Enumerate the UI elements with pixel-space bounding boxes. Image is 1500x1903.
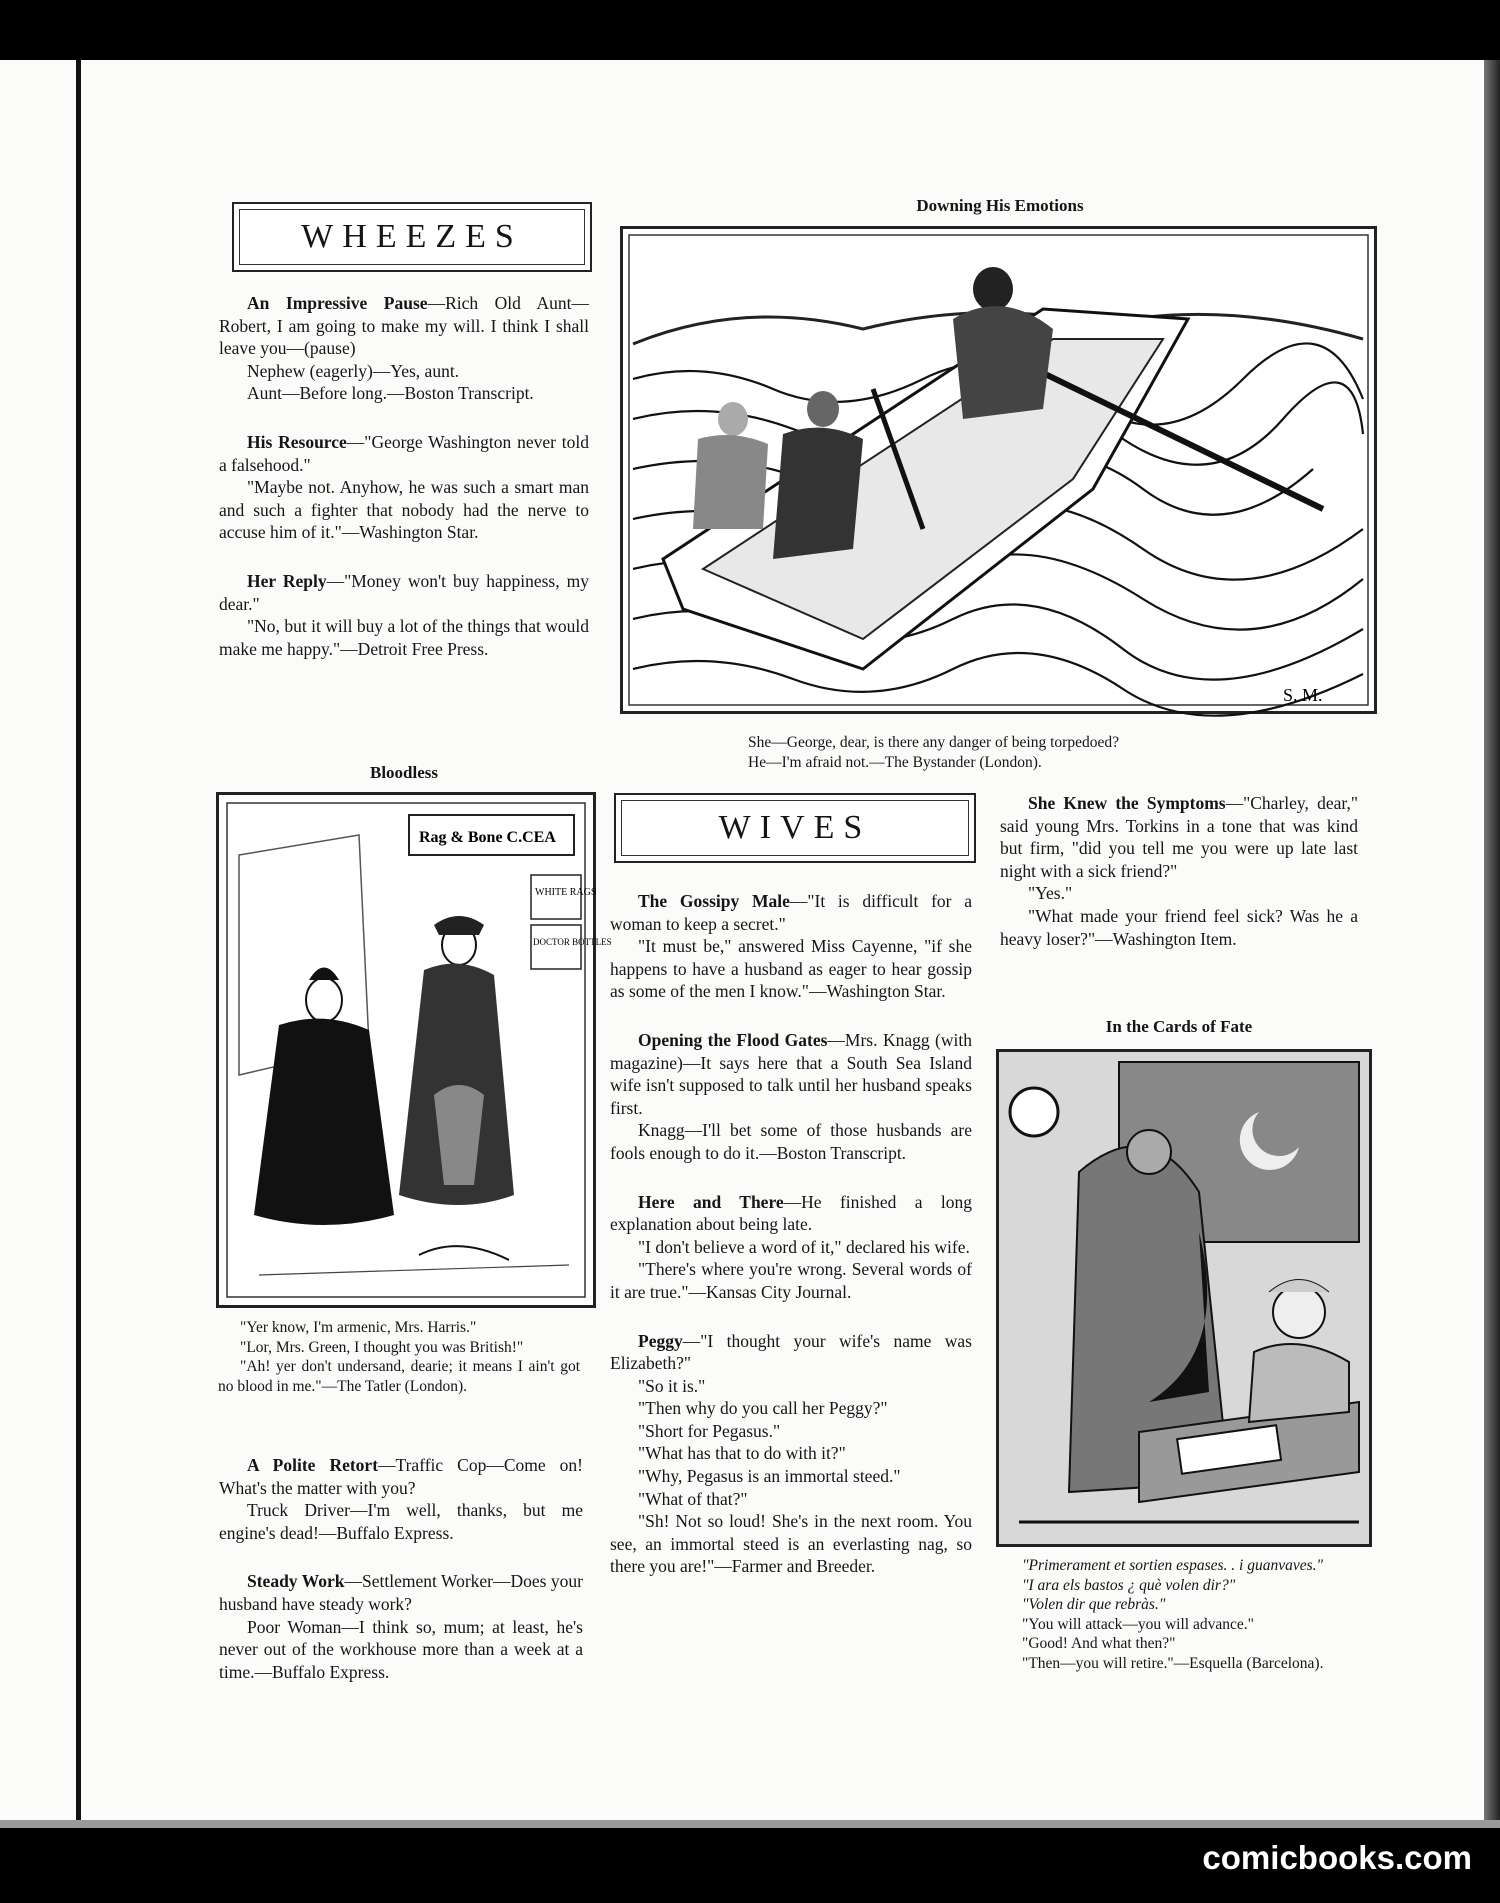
wives-column [610,890,972,1578]
caption-bloodless [218,1318,580,1396]
watermark: comicbooks.com [1202,1839,1472,1876]
cartoon-downing-his-emotions [620,226,1377,714]
shop-sign: Rag & Bone C.CEA [419,829,556,846]
joke-gossipy-male: The Gossipy Male—"It is difficult for a woman to keep a secret." [610,891,972,934]
joke-line: Knagg—I'll bet some of those husbands are fools enough to do it.—Boston Transcript. [610,1120,972,1163]
joke-line: Nephew (eagerly)—Yes, aunt. [247,360,460,381]
page-edge-shadow [1484,60,1500,1820]
street-illustration [219,795,612,1305]
joke-symptoms: She Knew the Symptoms—"Charley, dear," said young Mrs. Torkins in a tone that was kind but firm, "did you tell me you were up late last night with a sick friend?" [1000,793,1358,881]
page-bottom-edge [0,1820,1500,1828]
cartoon-cards-of-fate [996,1049,1372,1547]
joke-line: "What made your friend feel sick? Was he a heavy loser?"—Washington Item. [1000,905,1358,949]
caption-line: "I ara els bastos ¿ què volen dir?" [1022,1576,1236,1594]
joke-line: "There's where you're wrong. Several words of it are true."—Kansas City Journal. [610,1259,972,1302]
joke-line: "Yes." [1028,883,1073,904]
page-spine [76,60,81,1820]
joke-line: "Sh! Not so loud! She's in the next room. You see, an immortal steed is an everlasting nag, so there you are!"—Farmer and Breeder. [610,1511,972,1577]
joke-impressive-pause: An Impressive Pause—Rich Old Aunt—Robert, I am going to make my will. I think I shall leave you—(pause) [219,293,589,359]
wives-heading-box [614,793,976,863]
caption-line: He—I'm afraid not.—The Bystander (London). [748,753,1042,771]
caption-line: She—George, dear, is there any danger of being torpedoed? [748,734,1119,751]
cartoon-signature: S. M. [1283,685,1323,705]
joke-line: "So it is." [638,1375,706,1396]
wheezes-heading-box [232,202,592,272]
caption-downing [748,733,1348,772]
caption-line: "You will attack—you will advance." [1022,1615,1254,1633]
joke-line: Truck Driver—I'm well, thanks, but me engine's dead!—Buffalo Express. [219,1500,583,1543]
joke-line: "No, but it will buy a lot of the things that would make me happy."—Detroit Free Press. [219,616,589,659]
joke-line: "It must be," answered Miss Cayenne, "if she happens to have a husband as eager to hear gossip as some of the men I know."—Washington Star. [610,936,972,1002]
caption-line: "Lor, Mrs. Green, I thought you was British!" [240,1338,524,1356]
joke-line: Aunt—Before long.—Boston Transcript. [247,383,534,404]
joke-her-reply: Her Reply—"Money won't buy happiness, my dear." [219,570,589,614]
caption-line: "Volen dir que rebràs." [1022,1596,1166,1613]
caption-line: "Then—you will retire."—Esquella (Barcelona). [1022,1654,1324,1672]
joke-line: "Then why do you call her Peggy?" [638,1398,888,1419]
cartoon-title-downing: Downing His Emotions [916,196,1084,215]
joke-line: "I don't believe a word of it," declared his wife. [638,1236,970,1257]
joke-line: "What of that?" [638,1488,748,1509]
joke-his-resource: His Resource—"George Washington never told a falsehood." [219,431,590,475]
wheezes-column [219,292,589,660]
joke-line: "Maybe not. Anyhow, he was such a smart man and such a fighter that nobody had the nerve to accuse him of it."—Washington Star. [219,477,589,543]
joke-line: "Short for Pegasus." [638,1420,781,1441]
joke-line: "Why, Pegasus is an immortal steed." [638,1466,901,1487]
caption-line: "Primerament et sortien espases. . i guanvaves." [1022,1557,1324,1574]
joke-flood-gates: Opening the Flood Gates—Mrs. Knagg (with magazine)—It says here that a South Sea Island wife isn't supposed to talk until her husband speaks first. [610,1029,972,1118]
caption-line: "Good! And what then?" [1022,1635,1176,1652]
cartoon-title-bloodless: Bloodless [369,763,439,782]
joke-here-and-there: Here and There—He finished a long explanation about being late. [610,1191,972,1235]
boat-illustration [623,229,1374,711]
joke-steady-work: Steady Work—Settlement Worker—Does your husband have steady work? [219,1571,583,1614]
caption-line: "Yer know, I'm armenic, Mrs. Harris." [240,1319,477,1336]
caption-line: "Ah! yer don't undersand, dearie; it means I ain't got no blood in me."—The Tatler (London). [218,1358,580,1395]
cartoon-bloodless [216,792,612,1308]
sign-doctor-bottles: DOCTOR BOTTLES [533,937,612,947]
joke-line: "What has that to do with it?" [638,1443,846,1464]
cartoon-title-cards: In the Cards of Fate [1105,1017,1253,1036]
left-bottom-jokes [219,1454,583,1683]
right-column-joke [1000,792,1358,950]
joke-line: Poor Woman—I think so, mum; at least, he's never out of the workhouse more than a week at a time.—Buffalo Express. [219,1616,583,1682]
wives-heading: WIVES [621,800,969,856]
caption-cards [1000,1556,1358,1673]
sign-white-rags: WHITE RAGS [535,887,597,898]
joke-peggy: Peggy—"I thought your wife's name was Elizabeth?" [610,1330,972,1374]
wheezes-heading: WHEEZES [239,209,585,265]
fortune-teller-illustration [999,1052,1369,1544]
joke-polite-retort: A Polite Retort—Traffic Cop—Come on! What's the matter with you? [219,1455,583,1498]
